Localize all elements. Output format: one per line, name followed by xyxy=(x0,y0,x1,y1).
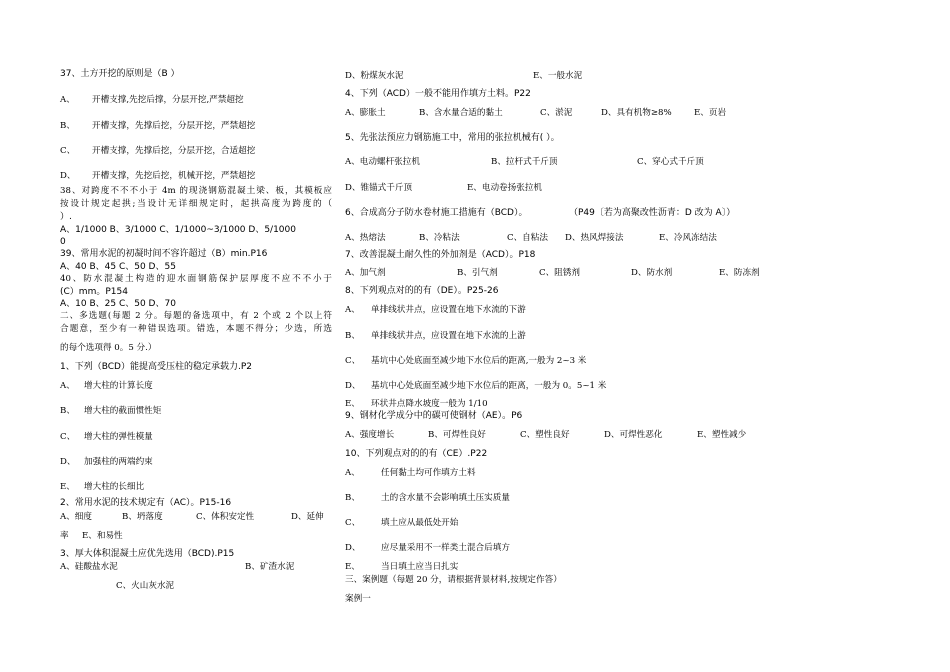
option-text: 土的含水量不会影响填土压实质量 xyxy=(381,493,510,503)
option-letter: C、 xyxy=(345,356,361,366)
multi-question-10-option-d xyxy=(345,543,510,554)
multi-question-5-options-row-2 xyxy=(345,183,542,194)
question-37-option-b xyxy=(60,121,255,132)
multi-question-2-options-wrap xyxy=(60,531,123,542)
multi-question-3-options-cont xyxy=(345,71,582,82)
option-text: 增大柱的计算长度 xyxy=(84,381,153,391)
option: A、强度增长 xyxy=(345,430,395,440)
option-text: 开槽支撑，先挖后挖，机械开挖，严禁超挖 xyxy=(92,171,256,181)
section-2-intro-line-2: 合题意，至少有一种错误选项。错选，本题不得分；少选，所选 xyxy=(60,324,332,334)
multi-question-2-stem: 2、常用水泥的技术规定有（AC）。P15-16 xyxy=(60,498,232,508)
multi-question-1-option-d xyxy=(60,457,153,468)
option-letter: E、 xyxy=(345,562,360,572)
option-letter: C、 xyxy=(345,518,361,528)
option: D、延伸 xyxy=(291,512,324,522)
option: C、自粘法 xyxy=(507,233,548,243)
question-40-stem-line-1: 40、防水混凝土构造的迎水面钢筋保护层厚度不应不不小于 xyxy=(60,274,332,284)
option-text: 应尽量采用不一样类土混合后填方 xyxy=(381,543,510,553)
option: A、电动螺杆张拉机 xyxy=(345,157,420,167)
multi-question-10-option-b xyxy=(345,493,510,504)
option-letter: D、 xyxy=(60,457,76,467)
multi-question-8-option-e xyxy=(345,399,488,410)
option-letter: A、 xyxy=(345,468,360,478)
question-40-options: A、10 B、25 C、50 D、70 xyxy=(60,299,176,309)
question-text: 6、合成高分子防水卷材施工措施有（BCD）。 xyxy=(345,208,528,218)
option: C、阻锈剂 xyxy=(539,268,580,278)
question-37-option-a xyxy=(60,95,244,106)
option-letter: C、 xyxy=(60,146,76,156)
option-text: 开槽支撑,先挖后撑，分层开挖,严禁超挖 xyxy=(92,95,244,105)
case-1-heading: 案例一 xyxy=(345,594,371,604)
option: E、电动卷扬张拉机 xyxy=(467,183,543,193)
option: B、坍落度 xyxy=(122,512,163,522)
multi-question-1-option-a xyxy=(60,381,153,392)
option-text: 加强柱的两端约束 xyxy=(84,457,153,467)
multi-question-10-option-e xyxy=(345,562,458,573)
multi-question-1-option-c xyxy=(60,432,153,443)
multi-question-1-option-e xyxy=(60,482,144,493)
multi-question-4-stem: 4、下列（ACD）一般不能用作填方土料。P22 xyxy=(345,89,531,99)
option: B、引气剂 xyxy=(457,268,498,278)
multi-question-10-option-c xyxy=(345,518,458,529)
multi-question-5-stem: 5、先张法预应力钢筋施工中，常用的张拉机械有( ）。 xyxy=(345,133,560,143)
option: E、和易性 xyxy=(82,531,123,541)
option-text: 当日填土应当日扎实 xyxy=(381,562,459,572)
option: C、体积安定性 xyxy=(196,512,255,522)
option-letter: D、 xyxy=(60,171,76,181)
option-text: 开槽支撑，先撑后挖，分层开挖，严禁超挖 xyxy=(92,121,256,131)
section-2-intro-line-3: 的每个选项得 0。5 分.） xyxy=(60,343,157,353)
option: A、热熔法 xyxy=(345,233,386,243)
section-3-heading: 三、案例题（每题 20 分，请根据背景材料,按规定作答） xyxy=(345,575,562,585)
option-text: 填土应从最低处开始 xyxy=(381,518,459,528)
multi-question-6-options xyxy=(345,233,717,244)
question-37-option-d xyxy=(60,171,255,182)
option-letter: B、 xyxy=(345,331,360,341)
option: E、防冻剂 xyxy=(719,268,760,278)
option-letter: C、 xyxy=(60,432,76,442)
option: B、冷粘法 xyxy=(419,233,460,243)
question-37-option-c xyxy=(60,146,255,157)
option-text: 基坑中心处底面至减少地下水位后的距离,一般为 2~3 米 xyxy=(371,356,587,366)
multi-question-5-options-row-1 xyxy=(345,157,704,168)
option-letter: E、 xyxy=(345,399,360,409)
option: A、膨胀土 xyxy=(345,108,386,118)
option: E、塑性减少 xyxy=(697,430,747,440)
section-2-intro-line-1: 二、多选题(每题 2 分。每题的备选项中，有 2 个或 2 个以上符 xyxy=(60,311,332,321)
option: A、加气剂 xyxy=(345,268,386,278)
option: B、矿渣水泥 xyxy=(245,562,295,572)
multi-question-9-stem: 9、钢材化学成分中的碳可使钢材（AE）。P6 xyxy=(345,411,523,421)
option: D、锥锚式千斤顶 xyxy=(345,183,413,193)
option: D、防水剂 xyxy=(631,268,673,278)
option-text: 单排线状井点，应设置在地下水流的下游 xyxy=(371,305,526,315)
option: C、穿心式千斤顶 xyxy=(637,157,704,167)
multi-question-1-stem: 1、下列（BCD）能提高受压柱的稳定承载力.P2 xyxy=(60,362,252,372)
option: B、含水量合适的黏土 xyxy=(419,108,503,118)
option: B、拉杆式千斤顶 xyxy=(491,157,558,167)
option: D、可焊性恶化 xyxy=(604,430,663,440)
option-text: 增大柱的截面惯性矩 xyxy=(84,406,162,416)
option-text: 开槽支撑，先撑后挖，分层开挖，合适超挖 xyxy=(92,146,256,156)
multi-question-8-option-b xyxy=(345,331,526,342)
multi-question-6-stem xyxy=(345,208,735,219)
option-text: 环状井点降水坡度一般为 1/10 xyxy=(371,399,488,409)
option: E、冷风冻结法 xyxy=(659,233,717,243)
option: E、页岩 xyxy=(694,108,727,118)
question-39-options: A、40 B、45 C、50 D、55 xyxy=(60,262,176,272)
option: A、细度 xyxy=(60,512,92,522)
option-text: 任何黏土均可作填方土料 xyxy=(381,468,476,478)
question-39-stem: 39、常用水泥的初凝时间不容许超过（B）min.P16 xyxy=(60,249,268,259)
multi-question-8-option-d xyxy=(345,381,606,392)
option-letter: B、 xyxy=(345,493,360,503)
question-37-stem: 37、土方开挖的原则是（B ） xyxy=(60,69,180,79)
multi-question-7-stem: 7、改善混凝土耐久性的外加剂是（ACD）。P18 xyxy=(345,250,536,260)
option: A、硅酸盐水泥 xyxy=(60,562,118,572)
option-text: 基坑中心处底面至减少地下水位后的距离，一般为 0。5~1 米 xyxy=(371,381,607,391)
option-letter: A、 xyxy=(60,381,75,391)
question-38-options: A、1/1000 B、3/1000 C、1/1000~3/1000 D、5/1000 xyxy=(60,225,296,235)
multi-question-3-stem: 3、厚大体积混凝土应优先选用（BCD).P15 xyxy=(60,549,235,559)
multi-question-1-option-b xyxy=(60,406,161,417)
option-letter: A、 xyxy=(345,305,360,315)
option-letter: E、 xyxy=(60,482,75,492)
option-text: 增大柱的弹性模量 xyxy=(84,432,153,442)
question-38-stem-line-3: ）. xyxy=(60,212,72,222)
question-38-stem-line-1: 38、对跨度不不不小于 4m 的现浇钢筋混凝土梁、板，其模板应 xyxy=(60,186,332,196)
multi-question-8-option-c xyxy=(345,356,586,367)
option: C、塑性良好 xyxy=(520,430,570,440)
question-note: （P49〔若为高聚改性沥青：D 改为 A〕） xyxy=(569,208,736,218)
option-wrap: 率 xyxy=(60,531,69,541)
multi-question-3-options xyxy=(60,562,294,573)
multi-question-9-options xyxy=(345,430,746,441)
multi-question-10-option-a xyxy=(345,468,476,479)
question-40-stem-line-2: (C）mm。P154 xyxy=(60,287,128,297)
option: C、淤泥 xyxy=(540,108,573,118)
multi-question-7-options xyxy=(345,268,760,279)
option: B、可焊性良好 xyxy=(428,430,486,440)
question-38-options-wrap: 0 xyxy=(60,237,66,247)
multi-question-8-stem: 8、下列观点对的的有（DE）。P25-26 xyxy=(345,286,499,296)
option: E、一般水泥 xyxy=(533,71,583,81)
option-letter: B、 xyxy=(60,406,75,416)
multi-question-3-options-wrap: C、火山灰水泥 xyxy=(116,581,175,591)
option: D、热风焊接法 xyxy=(565,233,624,243)
option-text: 单排线状井点，应设置在地下水流的上游 xyxy=(371,331,526,341)
option-letter: D、 xyxy=(345,381,361,391)
question-38-stem-line-2: 按设计规定起拱;当设计无详细规定时，起拱高度为跨度的（ xyxy=(60,199,332,209)
option-letter: B、 xyxy=(60,121,75,131)
multi-question-10-stem: 10、下列观点对的的有（CE）.P22 xyxy=(345,449,488,459)
option: D、具有机物≥8% xyxy=(601,108,672,118)
multi-question-4-options xyxy=(345,108,726,119)
multi-question-2-options xyxy=(60,512,324,523)
option-letter: D、 xyxy=(345,543,361,553)
option: D、粉煤灰水泥 xyxy=(345,71,404,81)
option-letter: A、 xyxy=(60,95,75,105)
option-text: 增大柱的长细比 xyxy=(84,482,145,492)
multi-question-8-option-a xyxy=(345,305,526,316)
